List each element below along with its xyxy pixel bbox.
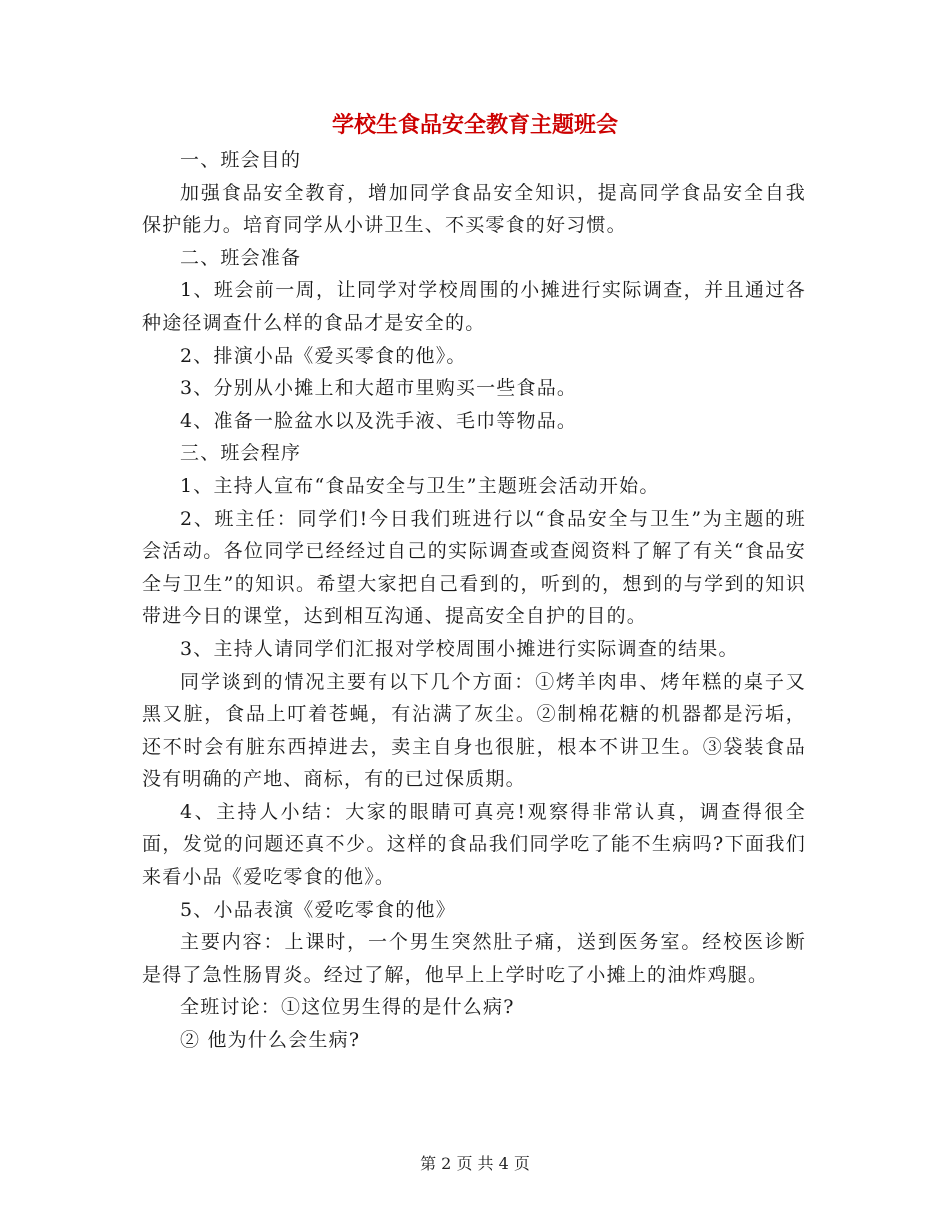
paragraph: ② 他为什么会生病?	[180, 1029, 361, 1052]
paragraph: 3、主持人请同学们汇报对学校周围小摊进行实际调查的结果。	[180, 637, 739, 660]
document-title: 学校生食品安全教育主题班会	[331, 113, 618, 138]
paragraph: 全班讨论：①这位男生得的是什么病?	[180, 996, 515, 1019]
heading-purpose: 一、班会目的	[180, 149, 302, 171]
heading-procedure: 三、班会程序	[180, 442, 302, 465]
heading-preparation: 二、班会准备	[180, 246, 302, 269]
paragraph: 3、分别从小摊上和大超市里购买一些食品。	[180, 377, 578, 400]
paragraph: 2、班主任：同学们!今日我们班进行以“食品安全与卫生”为主题的班会活动。各位同学已经经过自己的实际调查或查阅资料了解了有关“食品安全与卫生”的知识。希望大家把自己看到的，听到的，想到的与学到的知识带进今日的课堂，达到相互沟通、提高安全自护的目的。	[142, 507, 806, 628]
paragraph: 加强食品安全教育，增加同学食品安全知识，提高同学食品安全自我保护能力。培育同学从小讲卫生、不买零食的好习惯。	[142, 181, 806, 237]
paragraph: 1、主持人宣布“食品安全与卫生”主题班会活动开始。	[180, 474, 660, 497]
paragraph: 5、小品表演《爱吃零食的他》	[180, 898, 456, 921]
document-body	[142, 144, 806, 1057]
paragraph: 同学谈到的情况主要有以下几个方面：①烤羊肉串、烤年糕的桌子又黑又脏，食品上叮着苍蝇，有沾满了灰尘。②制棉花糖的机器都是污垢，还不时会有脏东西掉进去，卖主自身也很脏，根本不讲卫生。③袋装食品没有明确的产地、商标，有的已过保质期。	[142, 670, 806, 791]
page-footer	[0, 1153, 950, 1175]
paragraph: 4、准备一脸盆水以及洗手液、毛巾等物品。	[180, 409, 578, 432]
paragraph: 4、主持人小结：大家的眼睛可真亮!观察得非常认真，调查得很全面，发觉的问题还真不少。这样的食品我们同学吃了能不生病吗?下面我们来看小品《爱吃零食的他》。	[142, 800, 806, 889]
paragraph: 1、班会前一周，让同学对学校周围的小摊进行实际调查，并且通过各种途径调查什么样的食品才是安全的。	[142, 279, 806, 334]
page-number: 第 2 页 共 4 页	[420, 1154, 530, 1173]
paragraph: 主要内容：上课时，一个男生突然肚子痛，送到医务室。经校医诊断是得了急性肠胃炎。经过了解，他早上上学时吃了小摊上的油炸鸡腿。	[142, 931, 806, 986]
paragraph: 2、排演小品《爱买零食的他》。	[180, 344, 467, 367]
